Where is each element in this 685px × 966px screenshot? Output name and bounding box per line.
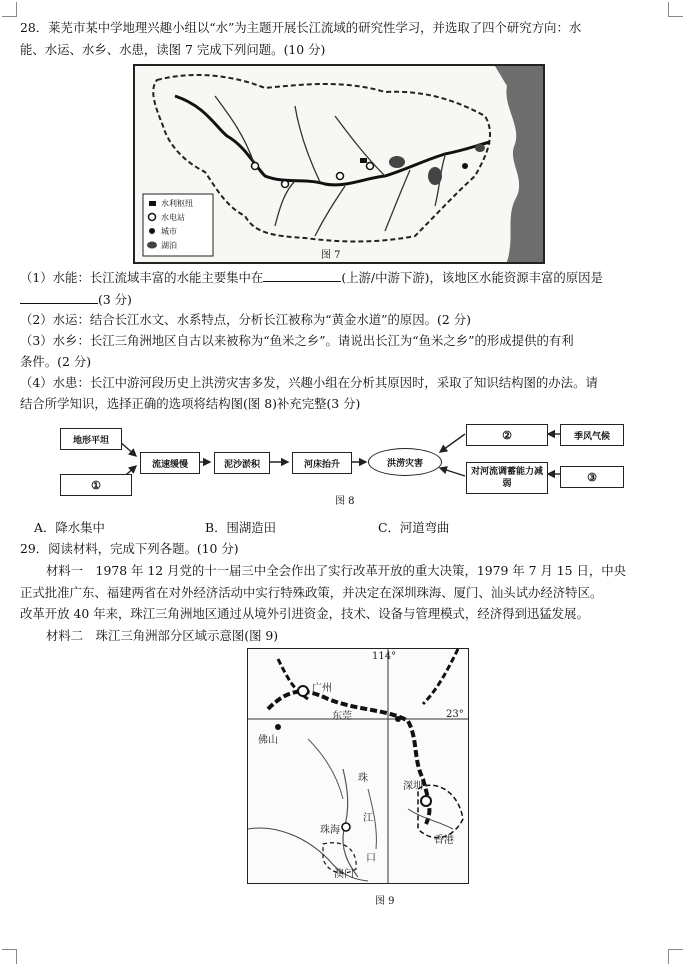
fig8-node-riverbed: 河床抬升 <box>292 452 352 474</box>
q28-sub1-text-a: （1）水能：长江流域丰富的水能主要集中在 <box>20 270 264 285</box>
fig8-node-slow-flow: 流速缓慢 <box>140 452 200 474</box>
legend-dam-icon <box>149 201 156 206</box>
q29-stem: 29．阅读材料，完成下列各题。(10 分) <box>20 541 239 556</box>
q29-material1-line2: 正式批准广东、福建两省在对外经济活动中实行特殊政策，并决定在深圳珠海、厦门、汕头试办经济特区。 <box>20 585 603 600</box>
q28-sub4-line2: 结合所学知识，选择正确的选项将结构图(图 8)补充完整(3 分) <box>20 396 361 411</box>
q28-sub1 <box>20 270 603 286</box>
map-river-char-3: 口 <box>366 853 376 864</box>
yangtze-map-drawing <box>135 66 543 262</box>
fig8-node-monsoon: 季风气候 <box>560 424 624 446</box>
q28-sub1-cont <box>20 292 132 308</box>
map-place-shenzhen: 深圳 <box>403 781 423 792</box>
legend-label-0: 水利枢纽 <box>161 199 193 208</box>
map-place-guangzhou: 广州 <box>312 683 332 694</box>
fig8-node-blank-3: ③ <box>560 466 624 488</box>
fig8-node-blank-2: ② <box>466 424 548 446</box>
legend-label-2: 城市 <box>161 227 177 236</box>
fig8-node-capacity: 对河流调蓄能力减弱 <box>466 462 548 494</box>
legend-lake-icon <box>147 242 157 249</box>
legend-label-3: 湖泊 <box>161 241 177 250</box>
figure-9-prd-map <box>247 648 469 884</box>
q28-sub1-blank-2[interactable] <box>20 292 98 304</box>
legend-city-icon <box>149 228 155 234</box>
corner-mark-bottom-left <box>2 949 17 964</box>
legend-label-1: 水电站 <box>161 213 185 222</box>
q29-material1-line3: 改革开放 40 年来，珠江三角洲地区通过从境外引进资金，技术、设备与管理模式，经济得到迅猛发展。 <box>20 606 589 621</box>
q28-sub3-line1: （3）水乡：长江三角洲地区自古以来被称为“鱼米之乡”。请说出长江为“鱼米之乡”的形成提供的有利 <box>20 333 574 348</box>
q29-material1-line1: 材料一 1978 年 12 月党的十一届三中全会作出了实行改革开放的重大决策，1979 年 7 月 15 日，中央 <box>46 563 627 578</box>
q28-sub3-line2: 条件。(2 分) <box>20 354 92 369</box>
map-place-dongguan: 东莞 <box>332 711 352 722</box>
map-lat-label: 23° <box>446 709 464 720</box>
fig8-node-silt: 泥沙淤积 <box>214 452 270 474</box>
q28-stem-line2: 能、水运、水乡、水患，读图 7 完成下列问题。(10 分) <box>20 42 326 57</box>
q28-option-b: B．围湖造田 <box>205 520 277 535</box>
q28-sub1-text-b: (上游/中游下游)，该地区水能资源丰富的原因是 <box>341 270 603 285</box>
map-place-hongkong: 香港 <box>434 835 454 846</box>
q28-sub1-blank-1[interactable] <box>263 270 341 282</box>
q28-option-c: C．河道弯曲 <box>378 520 450 535</box>
map-river-char-2: 江 <box>363 813 373 824</box>
corner-mark-top-left <box>2 2 17 17</box>
map-river-char-1: 珠 <box>358 773 368 784</box>
map-lon-label: 114° <box>372 651 397 662</box>
corner-mark-bottom-right <box>668 949 683 964</box>
figure-7-yangtze-map <box>133 64 545 264</box>
map-place-foshan: 佛山 <box>258 735 278 746</box>
fig8-node-disaster: 洪涝灾害 <box>368 448 442 476</box>
fig8-node-terrain: 地形平坦 <box>60 428 122 450</box>
figure-7-caption: 图 7 <box>321 250 341 261</box>
legend-station-icon <box>149 214 156 221</box>
fig8-node-blank-1: ① <box>60 474 132 496</box>
figure-8-caption: 图 8 <box>335 496 355 507</box>
map-place-zhuhai: 珠海 <box>320 825 340 836</box>
figure-9-caption: 图 9 <box>375 896 395 907</box>
q28-sub1-text-c: (3 分) <box>98 292 132 307</box>
q29-material2: 材料二 珠江三角洲部分区域示意图(图 9) <box>46 628 279 643</box>
corner-mark-top-right <box>668 2 683 17</box>
q28-sub2: （2）水运：结合长江水文、水系特点，分析长江被称为“黄金水道”的原因。(2 分) <box>20 312 471 327</box>
map-place-macau: 澳门 <box>334 869 354 880</box>
q28-option-a: A．降水集中 <box>34 520 105 535</box>
q28-sub4-line1: （4）水患：长江中游河段历史上洪涝灾害多发，兴趣小组在分析其原因时，采取了知识结构图的办法。请 <box>20 375 598 390</box>
prd-map-drawing <box>248 649 468 883</box>
q28-stem-line1: 28．莱芜市某中学地理兴趣小组以“水”为主题开展长江流域的研究性学习，并选取了四个研究方向：水 <box>20 20 582 35</box>
